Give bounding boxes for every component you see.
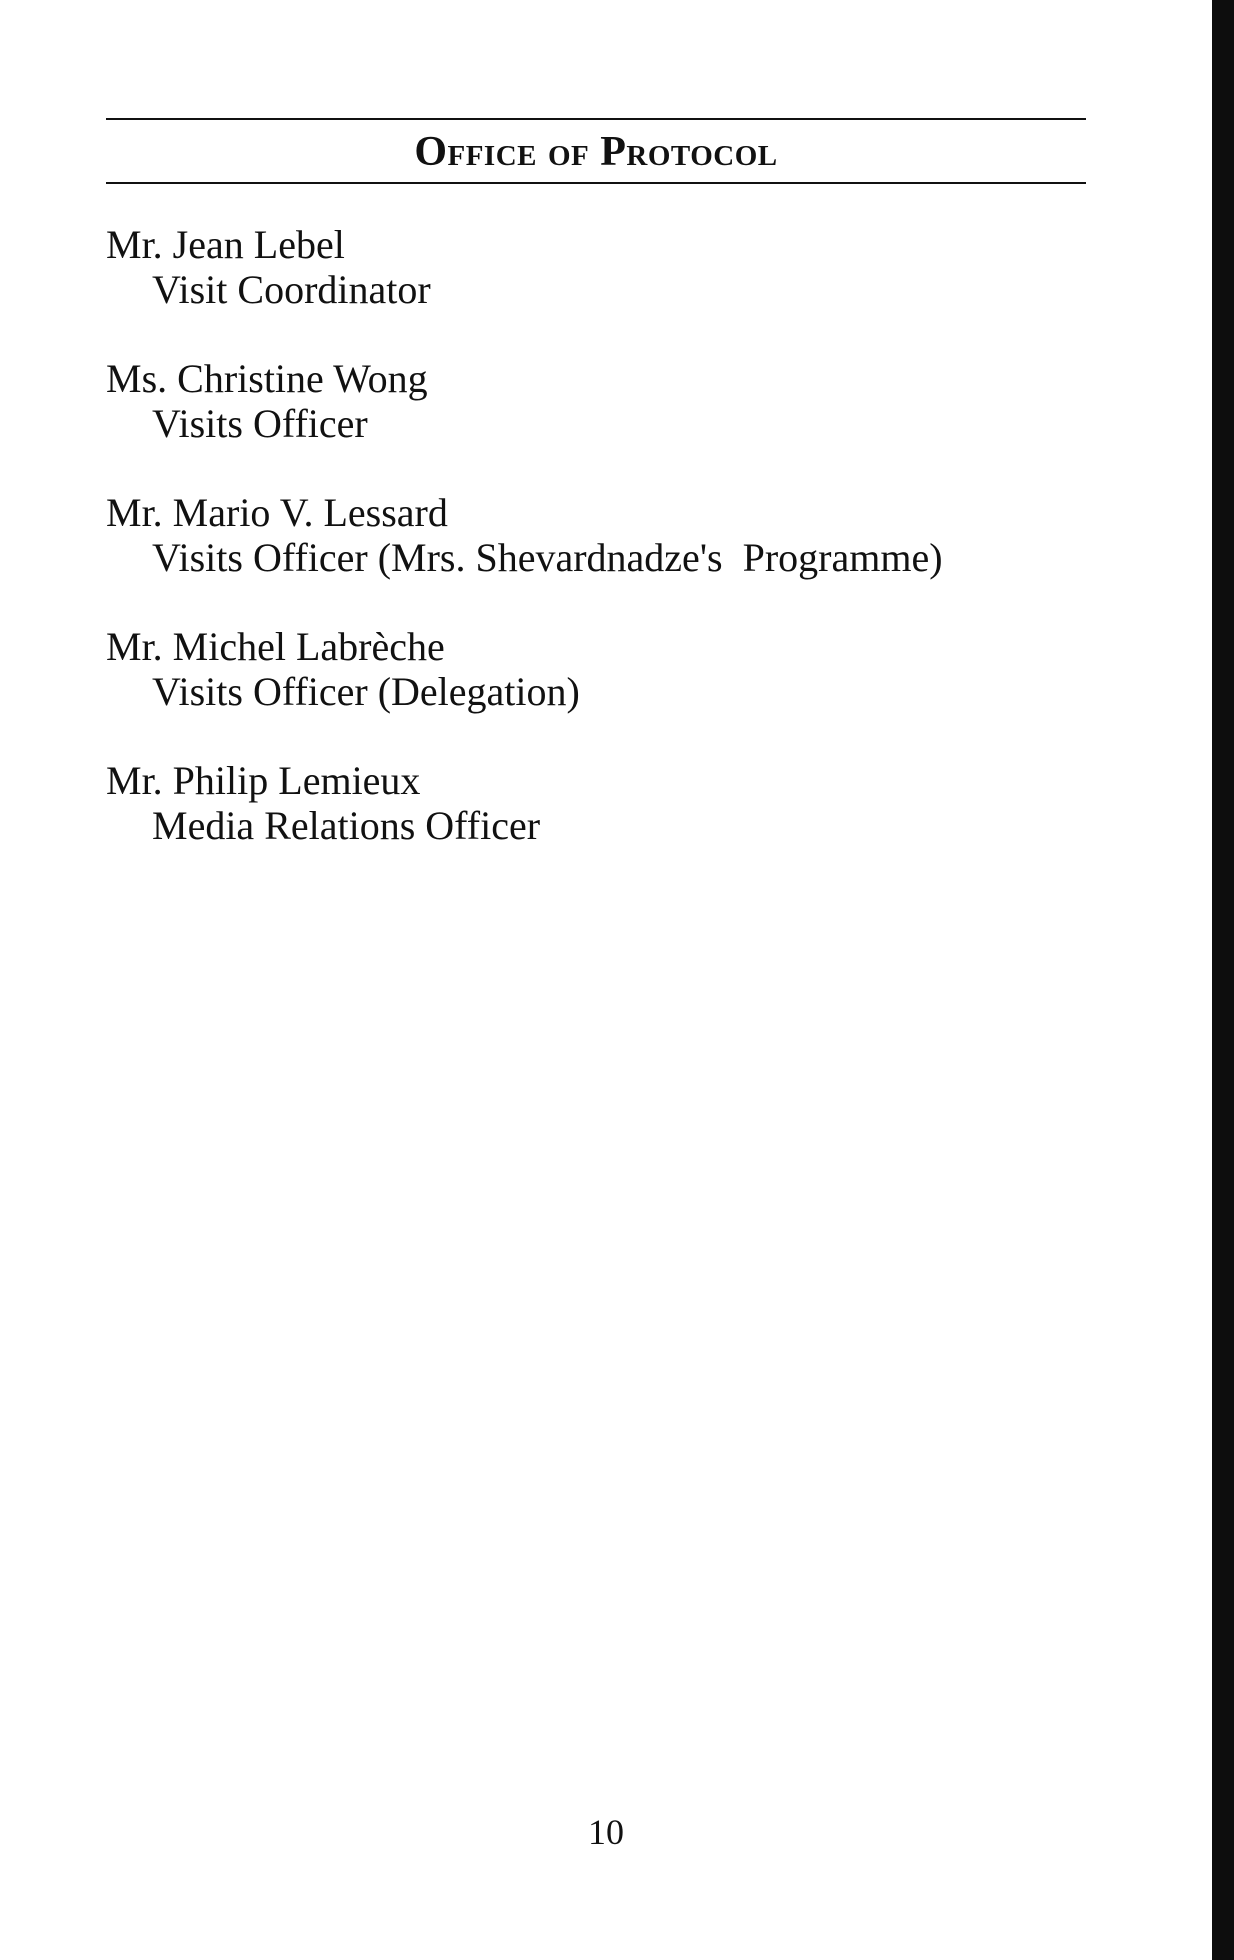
staff-role: Visit Coordinator (152, 267, 431, 312)
staff-name: Mr. Jean Lebel (106, 222, 345, 267)
staff-entry (106, 758, 1106, 848)
header-rule-top (106, 118, 1086, 120)
staff-entry (106, 356, 1106, 446)
header-rule-bottom (106, 182, 1086, 184)
staff-role: Visits Officer (Mrs. Shevardnadze's Programme) (152, 535, 943, 580)
staff-role: Visits Officer (152, 401, 368, 446)
staff-entry (106, 624, 1106, 714)
staff-name: Mr. Michel Labrèche (106, 624, 445, 669)
staff-list (106, 222, 1106, 892)
staff-role: Visits Officer (Delegation) (152, 669, 580, 714)
staff-name: Mr. Philip Lemieux (106, 758, 421, 803)
staff-name: Ms. Christine Wong (106, 356, 428, 401)
scan-edge-bar (1212, 0, 1234, 1960)
staff-entry (106, 222, 1106, 312)
section-title: Office of Protocol (414, 129, 778, 175)
staff-entry (106, 490, 1106, 580)
staff-name: Mr. Mario V. Lessard (106, 490, 448, 535)
staff-role: Media Relations Officer (152, 803, 541, 848)
page-number: 10 (588, 1812, 624, 1852)
